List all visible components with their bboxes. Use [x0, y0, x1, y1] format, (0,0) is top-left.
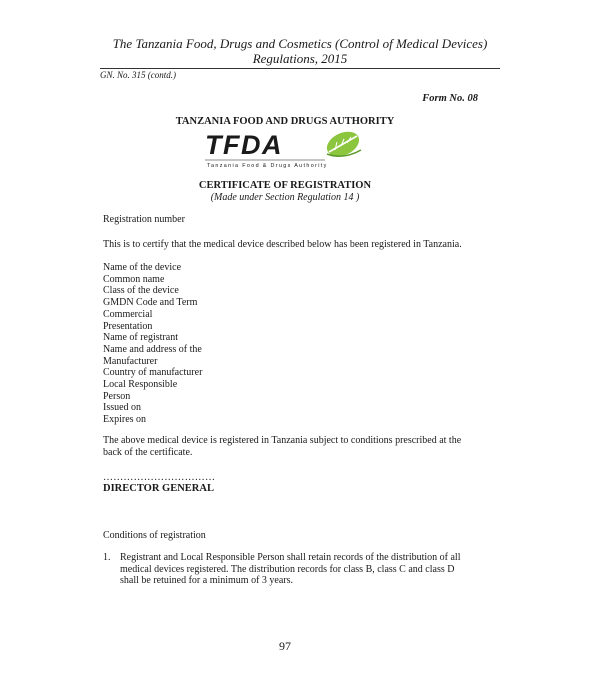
leaf-icon — [323, 130, 363, 161]
director-general-label: DIRECTOR GENERAL — [103, 483, 214, 494]
certificate-title: CERTIFICATE OF REGISTRATION — [198, 180, 372, 191]
logo-letters: TFDA — [205, 130, 283, 160]
conditions-statement: The above medical device is registered in Tanzania subject to conditions prescribed at the back of the certificate. — [103, 435, 462, 458]
field-label: Issued on — [103, 402, 142, 414]
field-label: Presentation — [103, 320, 153, 332]
certify-statement: This is to certify that the medical device described below has been registered in Tanzania. — [103, 239, 462, 250]
field-label: Name and address of the — [103, 343, 202, 355]
gn-number: GN. No. 315 (contd.) — [100, 70, 176, 80]
field-label: Local Responsible — [103, 379, 178, 391]
authority-name: TANZANIA FOOD AND DRUGS AUTHORITY — [175, 116, 395, 127]
page-header-title — [0, 36, 600, 66]
signature-line: …………………………… — [103, 472, 216, 483]
field-label: Person — [103, 390, 131, 402]
field-label: Class of the device — [103, 285, 179, 297]
condition-text: Registrant and Local Responsible Person shall retain records of the distribution of all medical devices registered. The distribution records for class B, class C and class D shall be retuined for a minimum of 3 years. — [120, 552, 461, 587]
conditions-heading: Conditions of registration — [103, 530, 206, 541]
field-label: Manufacturer — [103, 355, 158, 367]
tfda-logo — [203, 130, 369, 170]
field-label: Expires on — [103, 414, 147, 426]
field-label: Name of the device — [103, 262, 182, 273]
form-number: Form No. 08 — [422, 93, 478, 104]
page-number: 97 — [279, 639, 291, 653]
header-title-line1: The Tanzania Food, Drugs and Cosmetics (Control of Medical Devices) — [112, 36, 488, 51]
header-divider — [100, 68, 500, 69]
condition-number: 1. — [103, 552, 111, 563]
logo-tagline: Tanzania Food & Drugs Authority — [207, 163, 328, 169]
device-fields-list — [103, 262, 473, 426]
certificate-subtitle: (Made under Section Regulation 14 ) — [210, 192, 360, 203]
header-title-line2: Regulations, 2015 — [252, 51, 348, 66]
registration-number-label: Registration number — [103, 214, 185, 225]
field-label: Common name — [103, 273, 165, 285]
field-label: Country of manufacturer — [103, 367, 203, 379]
field-label: GMDN Code and Term — [103, 297, 198, 309]
condition-item — [103, 552, 475, 587]
field-label: Commercial — [103, 308, 153, 320]
field-label: Name of registrant — [103, 332, 178, 344]
